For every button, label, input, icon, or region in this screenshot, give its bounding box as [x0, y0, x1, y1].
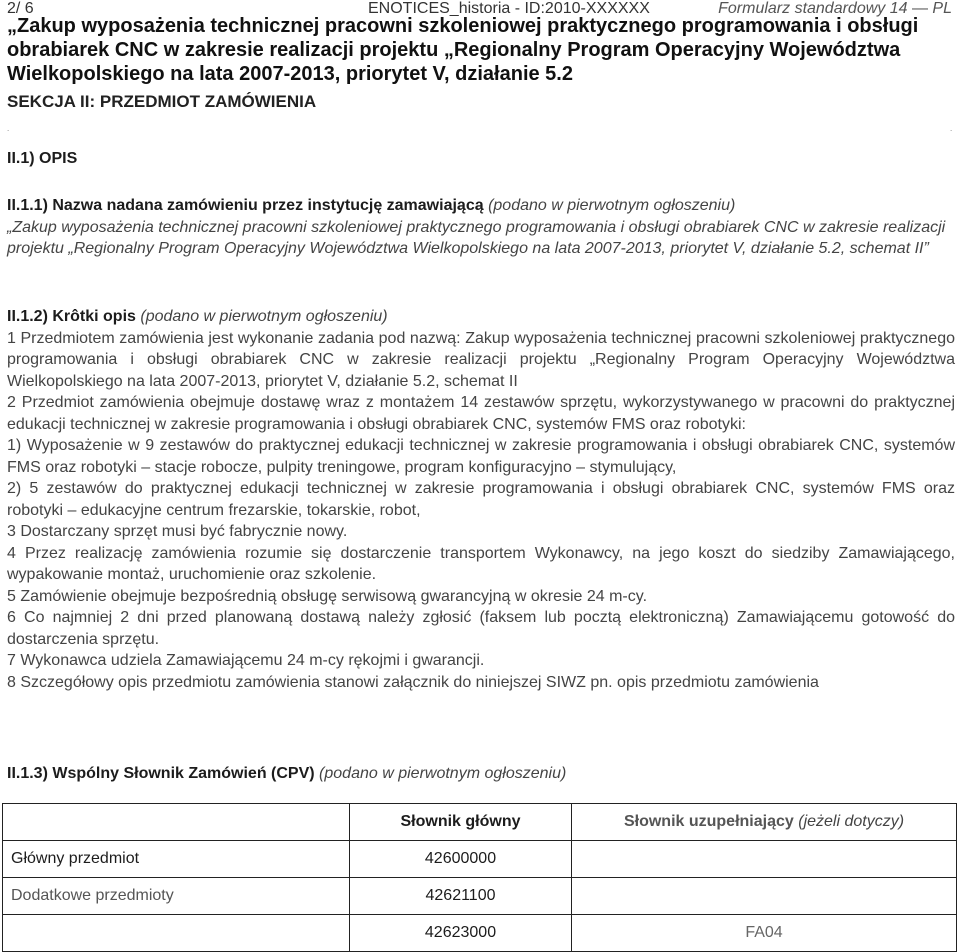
divider-dot-left: . — [7, 124, 10, 133]
document-title: „Zakup wyposażenia technicznej pracowni szkoleniowej praktycznego programowania i obsługi obrabiarek CNC w zakresie realizacji projektu „Regionalny Program Operacyjny Województwa Wielkopolskiego na lata 2007-2013, priorytet V, działanie 5.2 — [7, 15, 919, 85]
cpv-code: 42600000 — [350, 841, 572, 878]
doc-id: ENOTICES_historia - ID:2010-XXXXXX — [368, 0, 650, 17]
ii12-paragraph: 1) Wyposażenie w 9 zestawów do praktycznej edukacji technicznej w zakresie programowania i obsługi obrabiarek CNC, systemów FMS oraz robotyki – stacje robocze, pulpity treningowe, program konfiguracyjno – stymulujący, — [7, 437, 955, 476]
ii11-block — [7, 195, 955, 260]
ii13-block — [7, 763, 955, 785]
ii12-paragraph: 1 Przedmiotem zamówienia jest wykonanie zadania pod nazwą: Zakup wyposażenia technicznej pracowni szkoleniowej praktycznego programowania i obsługi obrabiarek CNC w zakresie realizacji projektu „Regionalny Program Operacyjny Województwa Wielkopolskiego na lata 2007-2013, priorytet V, działanie 5.2, schemat II — [7, 329, 955, 390]
ii13-heading: II.1.3) Wspólny Słownik Zamówień (CPV) — [7, 765, 315, 782]
cpv-code: 42623000 — [350, 915, 572, 952]
form-label: Formularz standardowy 14 — PL — [718, 0, 952, 17]
cpv-supp-code: FA04 — [572, 915, 957, 952]
divider-dot-right: . — [950, 124, 953, 133]
col-main-header: Słownik główny — [350, 804, 572, 841]
table-cell — [3, 804, 350, 841]
table-header-row — [3, 804, 957, 841]
col-supp-header: Słownik uzupełniający (jeżeli dotyczy) — [572, 804, 957, 841]
ii11-note: (podano w pierwotnym ogłoszeniu) — [488, 197, 736, 214]
ii11-text: „Zakup wyposażenia technicznej pracowni szkoleniowej praktycznego programowania i obsługi obrabiarek CNC w zakresie realizacji projektu „Regionalny Program Operacyjny Województwa Wielkopolskiego na lata 2007-2013, priorytet V, działanie 5.2, schemat II” — [7, 218, 946, 257]
cpv-table — [2, 803, 957, 952]
table-row — [3, 841, 957, 878]
ii12-paragraph: 5 Zamówienie obejmuje bezpośrednią obsługę serwisową gwarancyjną w okresie 24 m-cy. — [7, 587, 648, 605]
ii12-heading: II.1.2) Krôtki opis — [7, 308, 136, 325]
row-label: Główny przedmiot — [3, 841, 350, 878]
ii1-heading: II.1) OPIS — [7, 150, 78, 167]
row-label: Dodatkowe przedmioty — [3, 878, 350, 915]
ii12-paragraph: 2) 5 zestawów do praktycznej edukacji technicznej w zakresie programowania i obsługi obrabiarek CNC, systemów FMS oraz robotyki – edukacyjne centrum frezarskie, tokarskie, robot, — [7, 480, 955, 519]
ii12-paragraph: 8 Szczegółowy opis przedmiotu zamówienia stanowi załącznik do niniejszej SIWZ pn. opis przedmiotu zamówienia — [7, 673, 819, 691]
cpv-code: 42621100 — [350, 878, 572, 915]
ii13-note: (podano w pierwotnym ogłoszeniu) — [319, 765, 567, 782]
row-label — [3, 915, 350, 952]
ii12-paragraph: 2 Przedmiot zamówienia obejmuje dostawę wraz z montażem 14 zestawów sprzętu, wykorzystywanego w pracowni do praktycznej edukacji technicznej w zakresie programowania i obsługi obrabiarek CNC, systemów FMS oraz robotyki: — [7, 394, 955, 433]
table-row — [3, 878, 957, 915]
section-title: SEKCJA II: PRZEDMIOT ZAMÓWIENIA — [7, 92, 326, 112]
ii12-note: (podano w pierwotnym ogłoszeniu) — [140, 308, 388, 325]
ii12-paragraph: 7 Wykonawca udziela Zamawiającemu 24 m-cy rękojmi i gwarancji. — [7, 652, 485, 669]
table-row — [3, 915, 957, 952]
page-number: 2/ 6 — [7, 0, 34, 17]
cpv-supp-code — [572, 841, 957, 878]
ii11-heading: II.1.1) Nazwa nadana zamówieniu przez instytucję zamawiającą — [7, 197, 484, 214]
ii12-paragraph: 4 Przez realizację zamówienia rozumie się dostarczenie transportem Wykonawcy, na jego koszt do siedziby Zamawiającego, wypakowanie montaż, uruchomienie oraz szkolenie. — [7, 544, 955, 583]
ii12-paragraph: 3 Dostarczany sprzęt musi być fabrycznie nowy. — [7, 523, 348, 540]
ii12-block — [7, 306, 955, 693]
ii12-paragraph: 6 Co najmniej 2 dni przed planowaną dostawą należy zgłosić (faksem lub pocztą elektroniczną) Zamawiającemu gotowość do dostarczenia sprzętu. — [7, 609, 955, 648]
cpv-supp-code — [572, 878, 957, 915]
